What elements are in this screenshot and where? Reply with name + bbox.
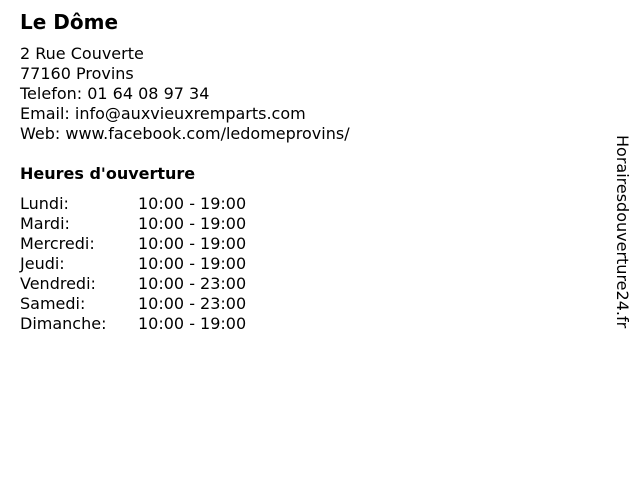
- website-address: Web: www.facebook.com/ledomeprovins/: [20, 124, 350, 143]
- time-range: 10:00 - 19:00: [138, 214, 247, 233]
- day-label: Lundi:: [20, 194, 69, 213]
- hours-row-thursday: [20, 254, 246, 274]
- phone-number: Telefon: 01 64 08 97 34: [20, 84, 210, 103]
- business-name: Le Dôme: [20, 10, 119, 34]
- city-postal-code: 77160 Provins: [20, 64, 134, 83]
- time-range: 10:00 - 23:00: [138, 274, 247, 293]
- hours-row-sunday: [20, 314, 246, 334]
- hours-row-saturday: [20, 294, 246, 314]
- street-address: 2 Rue Couverte: [20, 44, 144, 63]
- address-block: [20, 44, 350, 144]
- day-label: Vendredi:: [20, 274, 96, 293]
- day-label: Mardi:: [20, 214, 70, 233]
- time-range: 10:00 - 23:00: [138, 294, 247, 313]
- day-label: Jeudi:: [20, 254, 65, 273]
- site-watermark: Horairesdouverture24.fr: [613, 135, 632, 329]
- opening-hours-heading: Heures d'ouverture: [20, 164, 196, 183]
- email-address: Email: info@auxvieuxremparts.com: [20, 104, 306, 123]
- hours-row-friday: [20, 274, 246, 294]
- day-label: Mercredi:: [20, 234, 95, 253]
- time-range: 10:00 - 19:00: [138, 254, 247, 273]
- time-range: 10:00 - 19:00: [138, 234, 247, 253]
- day-label: Samedi:: [20, 294, 86, 313]
- hours-row-monday: [20, 194, 246, 214]
- day-label: Dimanche:: [20, 314, 107, 333]
- hours-row-wednesday: [20, 234, 246, 254]
- time-range: 10:00 - 19:00: [138, 194, 247, 213]
- time-range: 10:00 - 19:00: [138, 314, 247, 333]
- hours-row-tuesday: [20, 214, 246, 234]
- opening-hours-table: [20, 194, 246, 334]
